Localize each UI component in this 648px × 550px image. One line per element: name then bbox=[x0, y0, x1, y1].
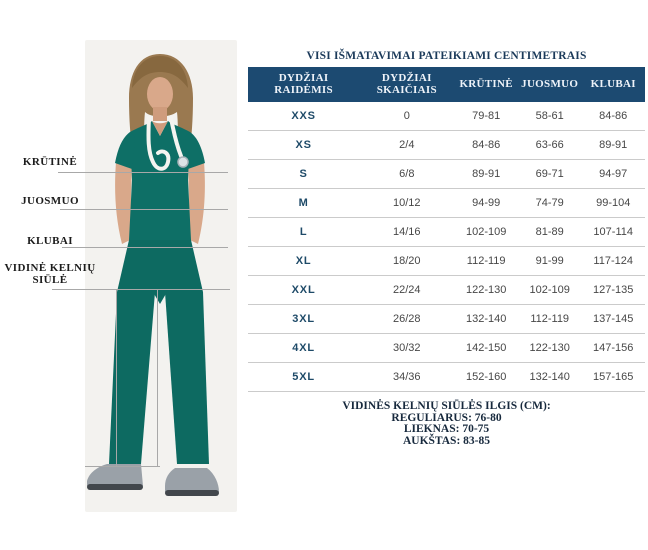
cell-size-letter: 5XL bbox=[292, 371, 315, 383]
cell-size-number: 6/8 bbox=[399, 168, 415, 180]
table-row bbox=[248, 160, 645, 189]
cell-size-letter: M bbox=[298, 197, 309, 209]
model-neck bbox=[153, 107, 167, 121]
table-row bbox=[248, 102, 645, 131]
table-row bbox=[248, 305, 645, 334]
table-row bbox=[248, 334, 645, 363]
cell-waist: 81-89 bbox=[535, 226, 564, 238]
table-row bbox=[248, 189, 645, 218]
cell-chest: 84-86 bbox=[472, 139, 501, 151]
cell-size-number: 22/24 bbox=[393, 284, 421, 296]
cell-hips: 117-124 bbox=[593, 255, 633, 267]
sneaker-left bbox=[87, 464, 143, 486]
cell-size-letter: XL bbox=[295, 255, 312, 267]
inseam-info-line: LIEKNAS: 70-75 bbox=[403, 423, 490, 435]
cell-size-letter: L bbox=[299, 226, 308, 238]
cell-chest: 152-160 bbox=[465, 371, 507, 383]
size-table-title: VISI IŠMATAVIMAI PATEIKIAMI CENTIMETRAIS bbox=[306, 50, 587, 62]
cell-size-number: 26/28 bbox=[393, 313, 421, 325]
cell-hips: 84-86 bbox=[599, 110, 628, 122]
header-cell-sizes-numbers: DYDŽIAI SKAIČIAIS bbox=[376, 72, 437, 96]
size-table-section bbox=[248, 50, 645, 447]
cell-size-number: 2/4 bbox=[399, 139, 415, 151]
cell-size-letter: 3XL bbox=[292, 313, 315, 325]
cell-size-letter: S bbox=[299, 168, 308, 180]
scrub-pants-leg-right bbox=[165, 292, 209, 464]
cell-waist: 63-66 bbox=[535, 139, 564, 151]
cell-size-number: 0 bbox=[403, 110, 410, 122]
sneaker-right-sole bbox=[165, 490, 219, 496]
sneaker-right bbox=[165, 468, 219, 492]
measurement-line-inseam-bottom bbox=[85, 466, 160, 467]
cell-chest: 142-150 bbox=[465, 342, 507, 354]
header-cell-waist: JUOSMUO bbox=[521, 77, 579, 90]
stethoscope-chestpiece bbox=[178, 157, 188, 167]
model-figure bbox=[85, 40, 237, 512]
cell-waist: 102-109 bbox=[529, 284, 570, 296]
measurement-label-chest: KRŪTINĖ bbox=[22, 156, 78, 168]
cell-hips: 94-97 bbox=[599, 168, 628, 180]
cell-chest: 112-119 bbox=[466, 255, 506, 267]
scrub-pants-crotch bbox=[153, 292, 167, 304]
model-face bbox=[147, 77, 173, 111]
cell-waist: 69-71 bbox=[535, 168, 564, 180]
header-cell-hips: KLUBAI bbox=[590, 77, 636, 90]
table-row bbox=[248, 276, 645, 305]
header-cell-chest: KRŪTINĖ bbox=[459, 77, 513, 90]
cell-hips: 127-135 bbox=[593, 284, 634, 296]
cell-hips: 137-145 bbox=[593, 313, 634, 325]
cell-hips: 107-114 bbox=[593, 226, 633, 238]
measurement-label-waist: JUOSMUO bbox=[21, 195, 79, 207]
table-row bbox=[248, 363, 645, 392]
cell-size-letter: 4XL bbox=[292, 342, 315, 354]
model-photo bbox=[85, 40, 237, 512]
cell-size-letter: XS bbox=[295, 139, 312, 151]
cell-chest: 79-81 bbox=[472, 110, 501, 122]
cell-waist: 112-119 bbox=[530, 313, 570, 325]
table-row bbox=[248, 247, 645, 276]
cell-size-letter: XXS bbox=[291, 110, 316, 122]
size-table-header-row bbox=[248, 67, 645, 102]
header-cell-sizes-letters: DYDŽIAI RAIDĖMIS bbox=[274, 72, 333, 96]
cell-chest: 102-109 bbox=[465, 226, 507, 238]
cell-chest: 89-91 bbox=[472, 168, 501, 180]
cell-chest: 132-140 bbox=[465, 313, 507, 325]
scrub-sleeve-left bbox=[115, 132, 135, 169]
cell-waist: 91-99 bbox=[535, 255, 564, 267]
measurement-line-waist bbox=[60, 209, 228, 210]
cell-size-number: 18/20 bbox=[393, 255, 421, 267]
cell-size-number: 14/16 bbox=[393, 226, 421, 238]
cell-waist: 74-79 bbox=[535, 197, 564, 209]
inseam-info bbox=[248, 401, 645, 447]
table-row bbox=[248, 131, 645, 160]
cell-size-number: 34/36 bbox=[393, 371, 421, 383]
measurement-line-hips bbox=[62, 247, 228, 248]
cell-chest: 122-130 bbox=[465, 284, 507, 296]
sneaker-left-sole bbox=[87, 484, 143, 490]
measurement-line-inseam-right bbox=[157, 289, 158, 466]
measurement-line-inseam-top bbox=[52, 289, 230, 290]
table-row bbox=[248, 218, 645, 247]
scrub-top bbox=[129, 121, 191, 240]
measurement-line-inseam-left bbox=[116, 289, 117, 466]
cell-waist: 122-130 bbox=[529, 342, 570, 354]
cell-hips: 147-156 bbox=[593, 342, 634, 354]
cell-waist: 58-61 bbox=[535, 110, 564, 122]
inseam-info-title: VIDINĖS KELNIŲ SIŪLĖS ILGIS (CM): bbox=[342, 400, 551, 412]
cell-size-number: 30/32 bbox=[393, 342, 421, 354]
measurement-label-inseam: VIDINĖ KELNIŲ SIŪLĖ bbox=[4, 262, 96, 286]
cell-size-letter: XXL bbox=[291, 284, 316, 296]
cell-hips: 99-104 bbox=[596, 197, 631, 209]
inseam-info-line: REGULIARUS: 76-80 bbox=[391, 411, 502, 424]
inseam-info-line: AUKŠTAS: 83-85 bbox=[402, 434, 490, 447]
cell-hips: 89-91 bbox=[599, 139, 628, 151]
cell-hips: 157-165 bbox=[593, 371, 634, 383]
measurement-label-hips: KLUBAI bbox=[27, 235, 73, 247]
cell-size-number: 10/12 bbox=[393, 197, 421, 209]
cell-chest: 94-99 bbox=[472, 197, 501, 209]
cell-waist: 132-140 bbox=[529, 371, 570, 383]
measurement-line-chest bbox=[58, 172, 228, 173]
